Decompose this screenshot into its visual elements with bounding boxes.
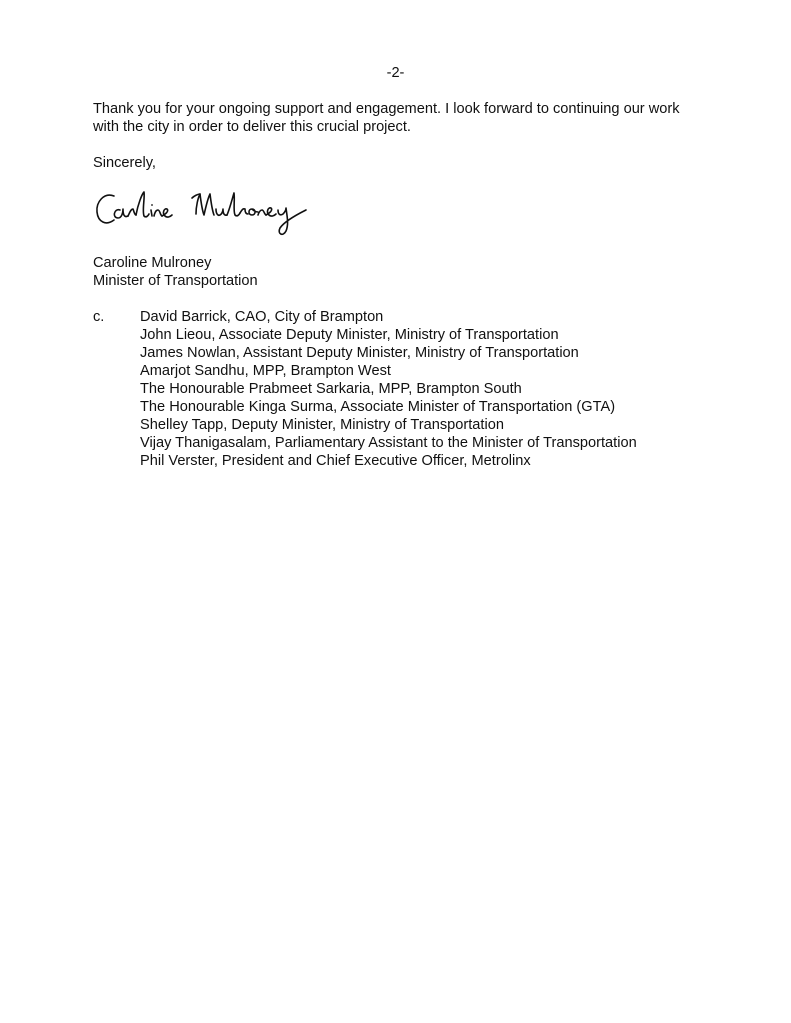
cc-recipient: John Lieou, Associate Deputy Minister, Ministry of Transportation	[140, 327, 559, 343]
handwritten-signature	[92, 184, 314, 240]
signer-title: Minister of Transportation	[93, 273, 258, 289]
closing-paragraph: Thank you for your ongoing support and engagement. I look forward to continuing our work with the city in order to deliver this crucial project.	[93, 101, 680, 135]
cc-recipient: David Barrick, CAO, City of Brampton	[140, 309, 384, 325]
signer-block	[93, 254, 258, 290]
cc-recipient: James Nowlan, Assistant Deputy Minister, Ministry of Transportation	[140, 345, 579, 361]
cc-recipient: The Honourable Kinga Surma, Associate Minister of Transportation (GTA)	[140, 399, 616, 415]
cc-recipient: Shelley Tapp, Deputy Minister, Ministry of Transportation	[140, 417, 504, 433]
cc-recipient: Amarjot Sandhu, MPP, Brampton West	[140, 363, 391, 379]
salutation: Sincerely,	[93, 155, 156, 171]
signer-name: Caroline Mulroney	[93, 255, 212, 271]
cc-label: c.	[93, 309, 105, 325]
page-number: -2-	[386, 65, 405, 81]
cc-recipient: Vijay Thanigasalam, Parliamentary Assistant to the Minister of Transportation	[140, 435, 637, 451]
cc-recipient: Phil Verster, President and Chief Executive Officer, Metrolinx	[140, 453, 531, 469]
cc-recipient-list	[140, 308, 637, 470]
cc-recipient: The Honourable Prabmeet Sarkaria, MPP, Brampton South	[140, 381, 522, 397]
